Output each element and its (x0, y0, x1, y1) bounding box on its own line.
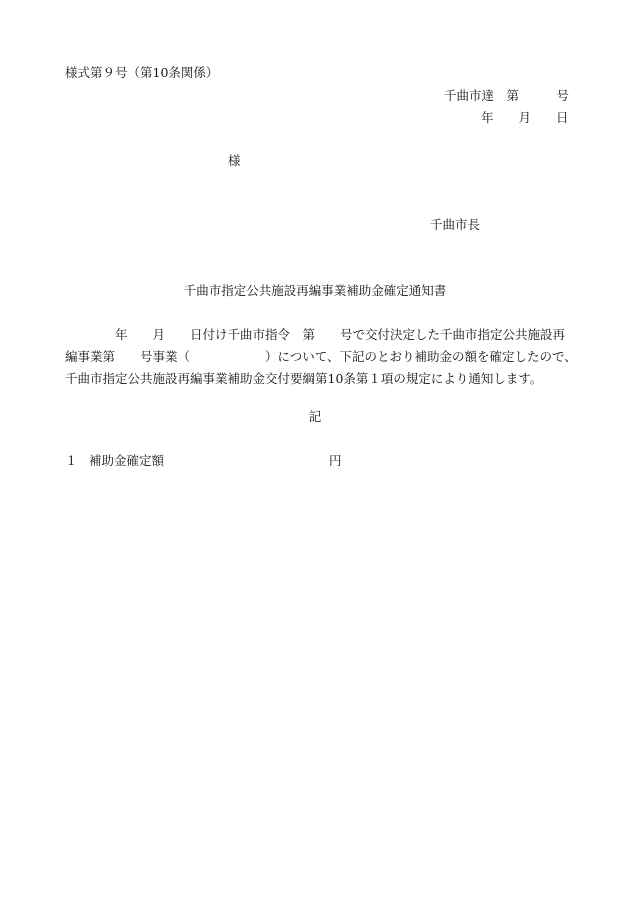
list-item (65, 455, 342, 468)
document-title: 千曲市指定公共施設再編事業補助金確定通知書 (183, 283, 447, 298)
item-number: １ (65, 453, 78, 468)
body-text (65, 324, 585, 390)
form-number: 様式第９号（第10条関係） (65, 65, 219, 80)
body-line: 千曲市指定公共施設再編事業補助金交付要綱第10条第１項の規定により通知します。 (65, 371, 543, 386)
ki-heading: 記 (308, 409, 322, 424)
body-line: 年 月 日付け千曲市指令 第 号で交付決定した千曲市指定公共施設再 (65, 327, 566, 342)
item-unit: 円 (329, 453, 342, 468)
document-date: 年 月 日 (481, 110, 569, 125)
addressee: 様 (228, 153, 241, 168)
item-label: 補助金確定額 (89, 453, 165, 468)
document-number: 千曲市達 第 号 (444, 88, 570, 103)
sender: 千曲市長 (430, 217, 481, 232)
body-line: 編事業第 号事業（ ）について、下記のとおり補助金の額を確定したので、 (65, 349, 577, 364)
